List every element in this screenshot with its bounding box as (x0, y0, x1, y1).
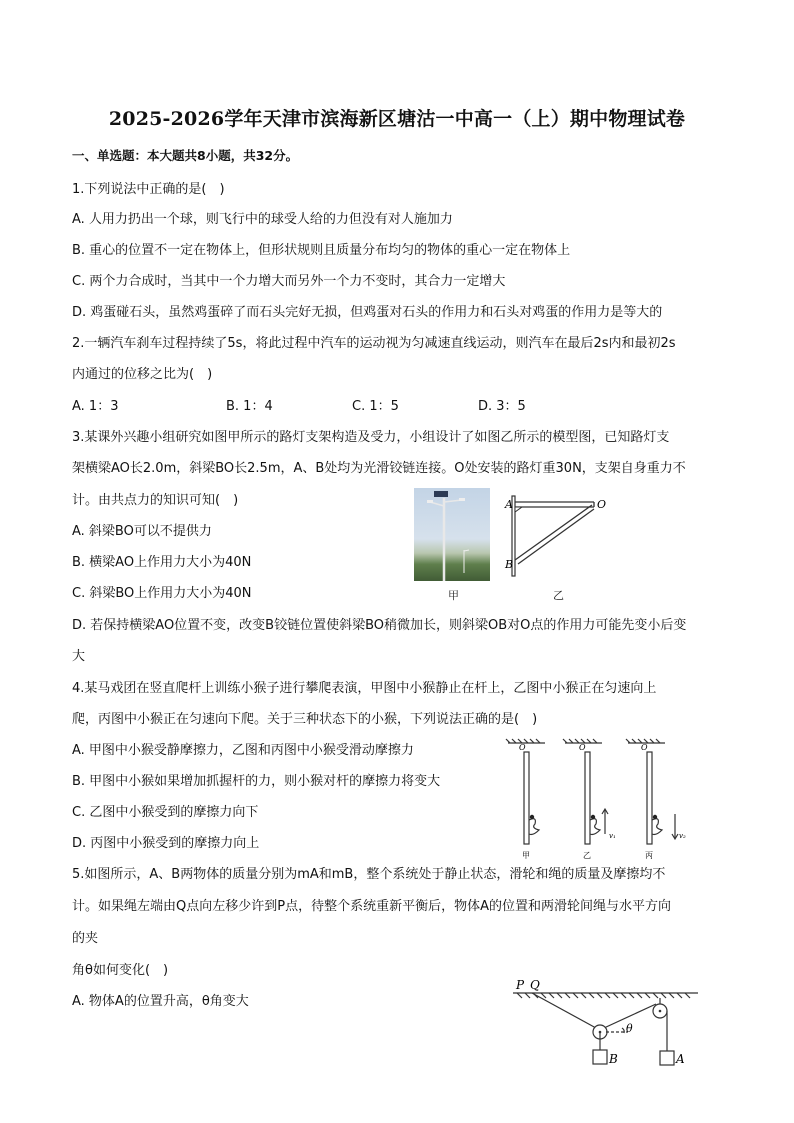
q3-caption-jia: 甲 (448, 589, 459, 602)
q1-stem: 1.下列说法中正确的是( ) (72, 182, 225, 197)
q3-option-d-line1: D. 若保持横梁AO位置不变，改变B铰链位置使斜梁BO稍微加长，则斜梁OB对O点的作用力可能先变小后变 (72, 618, 687, 633)
label-b: B (505, 558, 514, 571)
velocity-v1-label: v₁ (609, 832, 616, 840)
pole3-label-o: O (641, 743, 648, 752)
pole1-caption: 甲 (522, 851, 530, 860)
section-heading: 一、单选题：本大题共8小题，共32分。 (72, 148, 299, 163)
q1-option-d: D. 鸡蛋碰石头，虽然鸡蛋碎了而石头完好无损，但鸡蛋对石头的作用力和石头对鸡蛋的作用力是等大的 (72, 305, 663, 320)
q3-stem-line1: 3.某课外兴趣小组研究如图甲所示的路灯支架构造及受力，小组设计了如图乙所示的模型图，已知路灯支 (72, 430, 670, 445)
q4-option-d: D. 丙图中小猴受到的摩擦力向上 (72, 836, 260, 851)
label-a: A (676, 1052, 685, 1066)
velocity-v2-label: v₂ (679, 832, 686, 840)
q2-option-d: D. 3：5 (478, 399, 526, 414)
streetlight-drawing (414, 488, 490, 581)
streetlight-photo (414, 488, 490, 581)
q5-stem-line1: 5.如图所示，A、B两物体的质量分别为mA和mB，整个系统处于静止状态，滑轮和绳的质量及摩擦均不 (72, 867, 666, 882)
q5-stem-line4: 角θ如何变化( ) (72, 963, 169, 978)
label-a: A (505, 498, 513, 511)
q5-option-a: A. 物体A的位置升高，θ角变大 (72, 994, 249, 1009)
q5-stem-line2: 计。如果绳左端由Q点向左移少许到P点，待整个系统重新平衡后，物体A的位置和两滑轮间绳与水平方向 (72, 899, 671, 914)
q1-option-b: B. 重心的位置不一定在物体上，但形状规则且质量分布均匀的物体的重心一定在物体上 (72, 243, 571, 258)
q5-stem-line3: 的夹 (72, 931, 99, 946)
q4-option-c: C. 乙图中小猴受到的摩擦力向下 (72, 805, 259, 820)
q2-option-b: B. 1：4 (226, 399, 273, 414)
label-o: O (597, 498, 607, 511)
q3-option-b: B. 横梁AO上作用力大小为40N (72, 555, 252, 570)
q3-option-d-line2: 大 (72, 649, 86, 664)
label-p: P (516, 978, 525, 992)
pulley-diagram (508, 976, 700, 1072)
q3-stem-line2: 架横梁AO长2.0m，斜梁BO长2.5m，A、B处均为光滑铰链连接。O处安装的路灯重30N，支架自身重力不 (72, 461, 686, 476)
q1-option-a: A. 人用力扔出一个球，则飞行中的球受人给的力但没有对人施加力 (72, 212, 453, 227)
page-title: 2025-2026学年天津市滨海新区塘沽一中高一（上）期中物理试卷 (108, 108, 686, 130)
q3-stem-line3: 计。由共点力的知识可知( ) (72, 493, 239, 508)
q3-caption-yi: 乙 (553, 589, 564, 602)
q3-option-a: A. 斜梁BO可以不提供力 (72, 524, 212, 539)
q4-stem-line1: 4.某马戏团在竖直爬杆上训练小猴子进行攀爬表演，甲图中小猴静止在杆上，乙图中小猴正在匀速向上 (72, 681, 657, 696)
label-q: Q (530, 978, 540, 992)
q2-stem-line1: 2.一辆汽车刹车过程持续了5s，将此过程中汽车的运动视为匀减速直线运动，则汽车在最后2s内和最初2s (72, 336, 676, 351)
label-b: B (609, 1052, 618, 1066)
q1-option-c: C. 两个力合成时，当其中一个力增大而另外一个力不变时，其合力一定增大 (72, 274, 506, 289)
pole3-caption: 丙 (645, 851, 653, 860)
q2-option-a: A. 1：3 (72, 399, 119, 414)
pole1-label-o: O (519, 743, 526, 752)
q2-option-c: C. 1：5 (352, 399, 399, 414)
q3-option-c: C. 斜梁BO上作用力大小为40N (72, 586, 252, 601)
monkey-poles-diagram (505, 738, 705, 860)
label-theta: θ (626, 1022, 633, 1035)
q2-stem-line2: 内通过的位移之比为( ) (72, 367, 213, 382)
pole2-label-o: O (579, 743, 586, 752)
q4-option-a: A. 甲图中小猴受静摩擦力，乙图和丙图中小猴受滑动摩擦力 (72, 743, 414, 758)
q4-option-b: B. 甲图中小猴如果增加抓握杆的力，则小猴对杆的摩擦力将变大 (72, 774, 441, 789)
pole2-caption: 乙 (583, 851, 591, 860)
bracket-diagram (500, 490, 610, 578)
q4-stem-line2: 爬，丙图中小猴正在匀速向下爬。关于三种状态下的小猴，下列说法正确的是( ) (72, 712, 538, 727)
